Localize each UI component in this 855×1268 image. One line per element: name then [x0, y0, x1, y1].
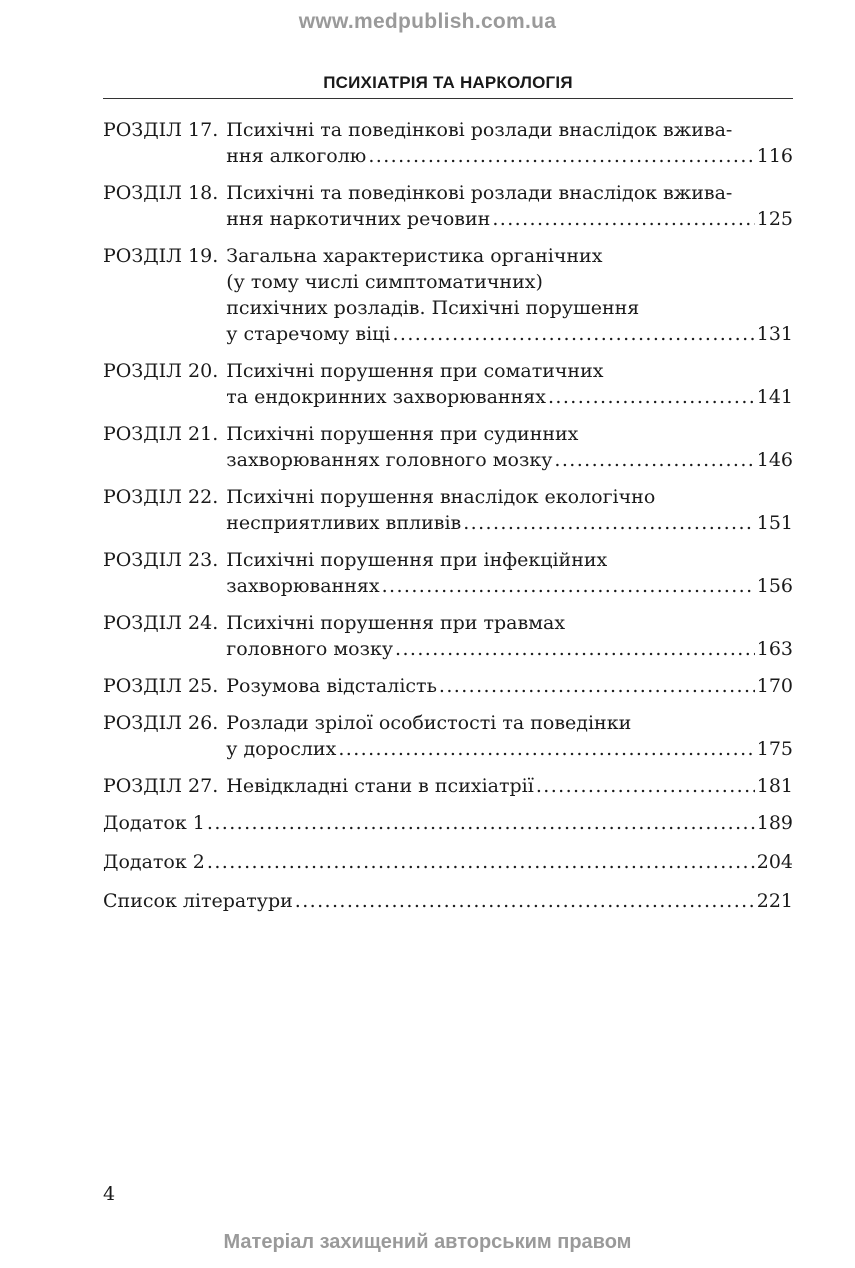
toc-entry-23[interactable]: [103, 547, 793, 599]
dot-leader: [554, 447, 754, 473]
dot-leader: [463, 510, 755, 536]
toc-page-number: 156: [756, 575, 793, 597]
toc-entry-18[interactable]: [103, 180, 793, 232]
toc-page-number: 204: [756, 851, 793, 873]
toc-entry-line: Психічні порушення при судинних: [226, 423, 579, 445]
toc-entry-line: Розумова відсталість: [226, 675, 437, 697]
toc-entry-line: та ендокринних захворюваннях: [226, 386, 546, 408]
toc-appendix-2[interactable]: [103, 849, 793, 875]
toc-entry-label: РОЗДІЛ 21.: [103, 423, 219, 445]
toc-entry-line: Загальна характеристика органічних: [226, 245, 603, 267]
toc-page-number: 141: [756, 386, 793, 408]
toc-page-number: 131: [756, 323, 793, 345]
toc-entry-27[interactable]: [103, 773, 793, 799]
site-watermark: www.medpublish.com.ua: [298, 10, 557, 33]
toc-entry-26[interactable]: [103, 710, 793, 762]
toc-entry-label: РОЗДІЛ 27.: [103, 775, 219, 797]
toc-entry-20[interactable]: [103, 358, 793, 410]
toc-entry-line: Психічні порушення при соматичних: [226, 360, 604, 382]
toc-entry-label: РОЗДІЛ 19.: [103, 245, 219, 267]
toc-references[interactable]: [103, 888, 793, 914]
toc-entry-22[interactable]: [103, 484, 793, 536]
toc-entry-label: РОЗДІЛ 20.: [103, 360, 219, 382]
dot-leader: [207, 810, 755, 836]
toc-entry-24[interactable]: [103, 610, 793, 662]
dot-leader: [439, 673, 755, 699]
toc-entry-label: РОЗДІЛ 22.: [103, 486, 219, 508]
references-title: Список літератури: [103, 890, 293, 912]
dot-leader: [368, 143, 754, 169]
dot-leader: [395, 636, 755, 662]
copyright-watermark: Матеріал захищений авторським правом: [223, 1231, 632, 1253]
toc-entry-line: захворюваннях: [226, 575, 380, 597]
toc-entry-line: Психічні та поведінкові розлади внаслідок вжива-: [226, 119, 733, 141]
page-number: 4: [103, 1183, 116, 1205]
toc-entry-label: РОЗДІЛ 23.: [103, 549, 219, 571]
toc-entry-line: психічних розладів. Психічні порушення: [226, 297, 640, 319]
table-of-contents: [103, 117, 793, 927]
dot-leader: [295, 888, 755, 914]
toc-entry-line: Психічні порушення внаслідок екологічно: [226, 486, 656, 508]
dot-leader: [536, 773, 755, 799]
toc-entry-line: Психічні та поведінкові розлади внаслідок вжива-: [226, 182, 733, 204]
toc-entry-21[interactable]: [103, 421, 793, 473]
toc-entry-line: несприятливих впливів: [226, 512, 462, 534]
toc-page-number: 175: [756, 738, 793, 760]
running-title: ПСИХІАТРІЯ ТА НАРКОЛОГІЯ: [323, 73, 573, 92]
toc-page-number: 116: [756, 145, 793, 167]
dot-leader: [207, 849, 755, 875]
toc-entry-label: РОЗДІЛ 25.: [103, 675, 219, 697]
toc-entry-line: Невідкладні стани в психіатрії: [226, 775, 534, 797]
toc-page-number: 125: [756, 208, 793, 230]
header-rule: [103, 98, 793, 99]
toc-entry-17[interactable]: [103, 117, 793, 169]
dot-leader: [382, 573, 755, 599]
dot-leader: [392, 321, 754, 347]
toc-page-number: 163: [756, 638, 793, 660]
toc-entry-label: РОЗДІЛ 18.: [103, 182, 219, 204]
toc-entry-line: Психічні порушення при інфекційних: [226, 549, 608, 571]
toc-entry-line: ння наркотичних речовин: [226, 208, 491, 230]
toc-page-number: 151: [756, 512, 793, 534]
toc-entry-19[interactable]: [103, 243, 793, 347]
toc-page-number: 170: [756, 675, 793, 697]
toc-entry-25[interactable]: [103, 673, 793, 699]
toc-entry-label: РОЗДІЛ 26.: [103, 712, 219, 734]
dot-leader: [548, 384, 755, 410]
toc-entry-line: захворюваннях головного мозку: [226, 449, 553, 471]
toc-entry-label: РОЗДІЛ 17.: [103, 119, 219, 141]
dot-leader: [338, 736, 754, 762]
toc-entry-line: у дорослих: [226, 738, 337, 760]
toc-entry-label: РОЗДІЛ 24.: [103, 612, 219, 634]
dot-leader: [492, 206, 754, 232]
appendix-title: Додаток 1: [103, 812, 205, 834]
appendix-title: Додаток 2: [103, 851, 205, 873]
toc-entry-line: у старечому віці: [226, 323, 391, 345]
toc-entry-line: Психічні порушення при травмах: [226, 612, 566, 634]
toc-page-number: 146: [756, 449, 793, 471]
toc-page-number: 181: [756, 775, 793, 797]
toc-page-number: 189: [756, 812, 793, 834]
toc-appendix-1[interactable]: [103, 810, 793, 836]
toc-page-number: 221: [756, 890, 793, 912]
toc-entry-line: Розлади зрілої особистості та поведінки: [226, 712, 632, 734]
toc-entry-line: (у тому числі симптоматичних): [226, 271, 543, 293]
toc-entry-line: ння алкоголю: [226, 145, 367, 167]
toc-entry-line: головного мозку: [226, 638, 394, 660]
